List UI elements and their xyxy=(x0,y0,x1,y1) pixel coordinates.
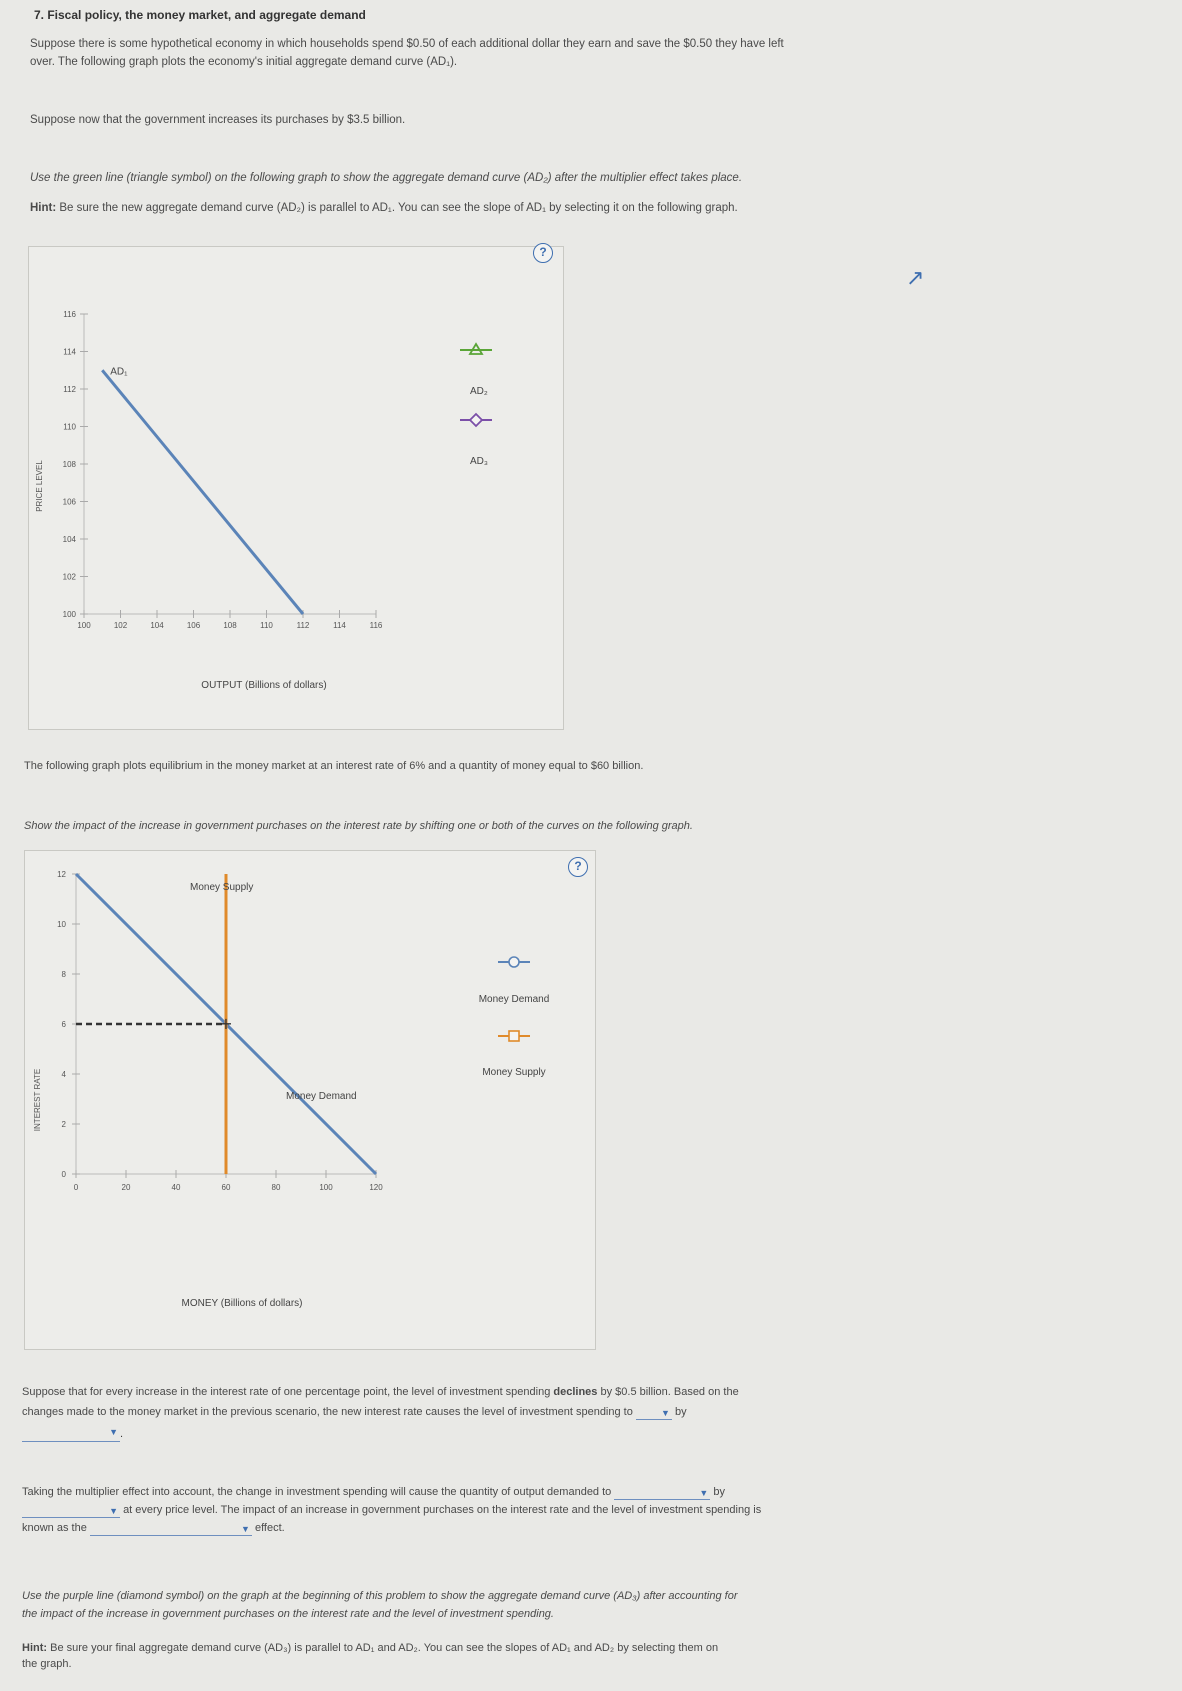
effect-type-dropdown[interactable] xyxy=(90,1521,252,1536)
money-market-graph[interactable] xyxy=(24,850,594,1348)
cursor-icon: ↗ xyxy=(906,265,925,290)
x-tick-label: 110 xyxy=(260,621,273,630)
money-supply-label: Money Supply xyxy=(190,882,254,893)
output-question-line-2 xyxy=(22,1502,761,1518)
q2-text-line1: Taking the multiplier effect into account, the change in investment spending will cause the quantity of output demanded to xyxy=(22,1486,612,1498)
help-icon[interactable]: ? xyxy=(533,243,553,263)
legend-ad3[interactable] xyxy=(460,414,492,467)
investment-direction-dropdown[interactable] xyxy=(636,1405,672,1420)
output-direction-dropdown[interactable] xyxy=(614,1485,710,1500)
instruction-ad3-line-1: Use the purple line (diamond symbol) on the graph at the beginning of this problem to show the aggregate demand curve (AD₃) after accounting for xyxy=(22,1590,738,1602)
q1-text-c: by $0.5 billion. Based on the xyxy=(597,1386,739,1398)
y-tick-label: 114 xyxy=(63,347,76,357)
legend-money-supply-label: Money Supply xyxy=(482,1067,546,1078)
x-tick-label: 20 xyxy=(121,1183,131,1192)
money-graph-x-ticks xyxy=(74,1170,383,1192)
x-tick-label: 100 xyxy=(77,621,91,630)
y-tick-label: 0 xyxy=(61,1170,66,1179)
x-tick-label: 112 xyxy=(296,621,310,630)
hint-ad2 xyxy=(30,200,738,216)
legend-money-supply[interactable] xyxy=(482,1031,545,1078)
money-axis-label: MONEY (Billions of dollars) xyxy=(181,1298,303,1309)
x-tick-label: 114 xyxy=(333,621,346,630)
legend-money-demand[interactable] xyxy=(479,957,550,1005)
x-tick-label: 100 xyxy=(319,1183,333,1192)
y-tick-label: 10 xyxy=(57,920,66,929)
y-tick-label: 2 xyxy=(61,1120,66,1129)
intro-line-1: Suppose there is some hypothetical economy in which households spend $0.50 of each additional dollar they earn and save the $0.50 they have left xyxy=(30,38,784,50)
output-amount-dropdown[interactable] xyxy=(22,1503,120,1518)
investment-amount-row: ▼ . xyxy=(22,1424,123,1442)
ad-graph[interactable] xyxy=(28,246,562,728)
x-tick-label: 0 xyxy=(73,1183,79,1192)
q1-by-text: by xyxy=(674,1406,687,1418)
hint-ad3-label: Hint: xyxy=(22,1642,48,1654)
x-tick-label: 102 xyxy=(113,621,128,630)
interest-rate-axis-label: INTEREST RATE xyxy=(33,1068,42,1132)
price-level-axis-label: PRICE LEVEL xyxy=(35,460,44,512)
hint-label: Hint: xyxy=(30,202,57,214)
circle-icon xyxy=(509,957,519,967)
chevron-down-icon: ▼ xyxy=(109,1506,118,1516)
money-demand-label: Money Demand xyxy=(286,1091,357,1102)
q1-text-a: Suppose that for every increase in the interest rate of one percentage point, the level of investment spending xyxy=(22,1386,554,1398)
y-tick-label: 104 xyxy=(62,535,76,544)
y-tick-label: 6 xyxy=(61,1020,66,1029)
y-tick-label: 112 xyxy=(63,385,76,394)
x-tick-label: 80 xyxy=(271,1183,281,1192)
x-tick-label: 108 xyxy=(223,621,237,630)
instruction-ad2: Use the green line (triangle symbol) on the following graph to show the aggregate demand curve (AD₂) after the multiplier effect takes place. xyxy=(30,172,743,184)
chevron-down-icon: ▼ xyxy=(240,1524,250,1534)
q2-known-as: known as the xyxy=(22,1522,87,1534)
x-tick-label: 40 xyxy=(171,1183,181,1192)
x-tick-label: 60 xyxy=(221,1183,231,1192)
square-icon xyxy=(509,1031,519,1041)
q2-effect-text: effect. xyxy=(254,1522,285,1534)
y-tick-label: 4 xyxy=(61,1070,66,1079)
y-tick-label: 110 xyxy=(63,422,76,432)
y-tick-label: 108 xyxy=(62,460,76,469)
legend-money-demand-label: Money Demand xyxy=(478,994,550,1005)
y-tick-label: 106 xyxy=(62,497,76,507)
money-market-text: The following graph plots equilibrium in the money market at an interest rate of 6% and a quantity of money equal to $60 billion. xyxy=(24,760,644,772)
investment-question-line-1 xyxy=(22,1384,739,1400)
investment-question-line-2 xyxy=(22,1404,687,1420)
help-icon[interactable]: ? xyxy=(568,857,588,877)
q1-text-bold: declines xyxy=(553,1386,598,1398)
y-tick-label: 116 xyxy=(63,310,76,319)
investment-amount-dropdown[interactable] xyxy=(22,1427,120,1442)
x-tick-label: 116 xyxy=(369,621,383,630)
chevron-down-icon: ▼ xyxy=(699,1488,709,1498)
output-question-line-1 xyxy=(22,1484,725,1500)
q2-text-line2: at every price level. The impact of an increase in government purchases on the interest rate and the level of investment spending is xyxy=(123,1504,762,1516)
q1-text-line2: changes made to the money market in the previous scenario, the new interest rate causes the level of investment spending to xyxy=(22,1406,633,1418)
question-heading: 7. Fiscal policy, the money market, and aggregate demand xyxy=(34,8,366,22)
legend-ad2[interactable] xyxy=(460,344,492,397)
hint-ad3-line-2: the graph. xyxy=(22,1658,72,1670)
y-tick-label: 12 xyxy=(57,870,66,879)
x-tick-label: 120 xyxy=(369,1183,383,1192)
legend-ad3-label: AD₃ xyxy=(470,456,488,467)
ad1-curve-label: AD₁ xyxy=(110,366,128,378)
x-tick-label: 106 xyxy=(186,621,201,630)
instruction-money-market: Show the impact of the increase in government purchases on the interest rate by shifting one or both of the curves on the following graph. xyxy=(24,820,693,832)
ad1-curve[interactable] xyxy=(102,370,303,614)
diamond-icon xyxy=(470,414,482,426)
ad-graph-grid xyxy=(84,314,376,614)
output-axis-label: OUTPUT (Billions of dollars) xyxy=(201,680,327,691)
y-tick-label: 8 xyxy=(61,970,66,979)
equilibrium-marker[interactable]: + xyxy=(219,1014,233,1033)
y-tick-label: 100 xyxy=(62,610,76,619)
chevron-down-icon: ▼ xyxy=(109,1427,118,1437)
hint-ad3 xyxy=(22,1640,718,1656)
output-question-line-3 xyxy=(22,1520,285,1536)
instruction-ad3-line-2: the impact of the increase in government purchases on the interest rate and the level of investment spending. xyxy=(22,1608,554,1620)
ad-graph-x-ticks xyxy=(77,610,383,630)
intro-line-3: Suppose now that the government increases its purchases by $3.5 billion. xyxy=(30,114,406,126)
legend-ad2-label: AD₂ xyxy=(470,386,488,397)
intro-line-2: over. The following graph plots the economy's initial aggregate demand curve (AD₁). xyxy=(30,56,458,68)
y-tick-label: 102 xyxy=(62,572,76,582)
chevron-down-icon: ▼ xyxy=(660,1408,670,1418)
hint-ad3-text: Be sure your final aggregate demand curve (AD₃) is parallel to AD₁ and AD₂. You can see the slopes of AD₁ and AD₂ by selecting them on xyxy=(47,1642,719,1654)
hint-text: Be sure the new aggregate demand curve (AD₂) is parallel to AD₁. You can see the slope of AD₁ by selecting it on the following graph. xyxy=(56,202,738,214)
x-tick-label: 104 xyxy=(150,621,164,630)
q2-by-text: by xyxy=(713,1486,726,1498)
